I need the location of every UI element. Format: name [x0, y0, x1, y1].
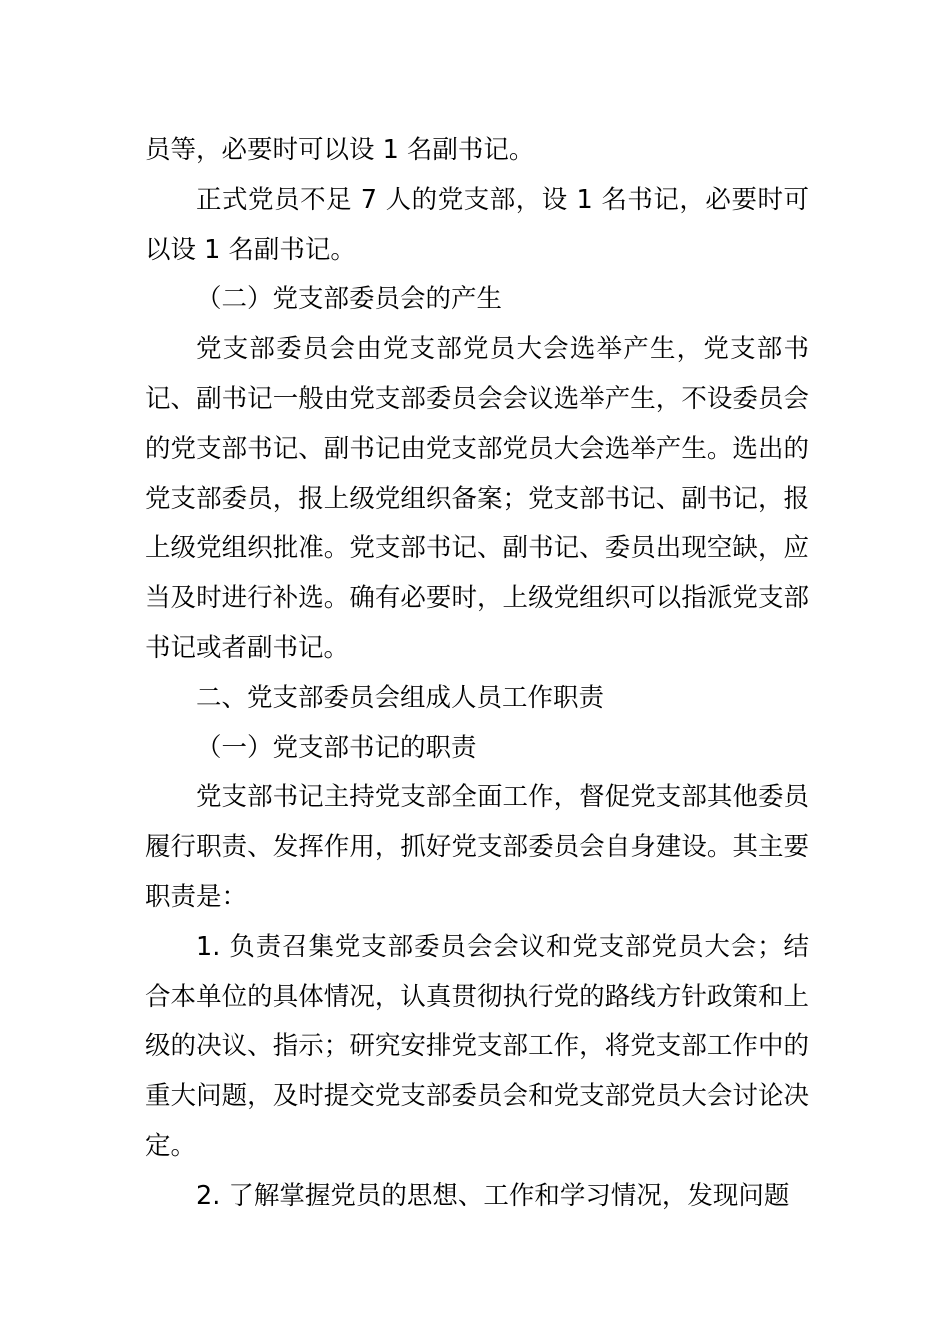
paragraph-continuation: 员等，必要时可以设 1 名副书记。 — [145, 135, 535, 165]
paragraph-small-branch: 正式党员不足 7 人的党支部，设 1 名书记，必要时可以设 1 名副书记。 — [145, 184, 809, 265]
section-heading-secretary-duties: （一）党支部书记的职责 — [196, 732, 477, 763]
paragraph-secretary-duties: 党支部书记主持党支部全面工作，督促党支部其他委员履行职责、发挥作用，抓好党支部委员会自身建设。其主要职责是： — [145, 782, 809, 912]
document-body — [145, 126, 809, 1222]
list-item-2: 2. 了解掌握党员的思想、工作和学习情况，发现问题 — [196, 1180, 790, 1211]
section-heading-committee-election: （二）党支部委员会的产生 — [196, 284, 503, 315]
section-heading-duties: 二、党支部委员会组成人员工作职责 — [196, 682, 605, 713]
paragraph-committee-election: 党支部委员会由党支部党员大会选举产生，党支部书记、副书记一般由党支部委员会会议选举产生，不设委员会的党支部书记、副书记由党支部党员大会选举产生。选出的党支部委员，报上级党组织备案；党支部书记、副书记，报上级党组织批准。党支部书记、副书记、委员出现空缺，应当及时进行补选。确有必要时，上级党组织可以指派党支部书记或者副书记。 — [145, 334, 809, 663]
list-item-1: 1. 负责召集党支部委员会会议和党支部党员大会；结合本单位的具体情况，认真贯彻执行党的路线方针政策和上级的决议、指示；研究安排党支部工作，将党支部工作中的重大问题，及时提交党支部委员会和党支部党员大会讨论决定。 — [145, 931, 809, 1161]
